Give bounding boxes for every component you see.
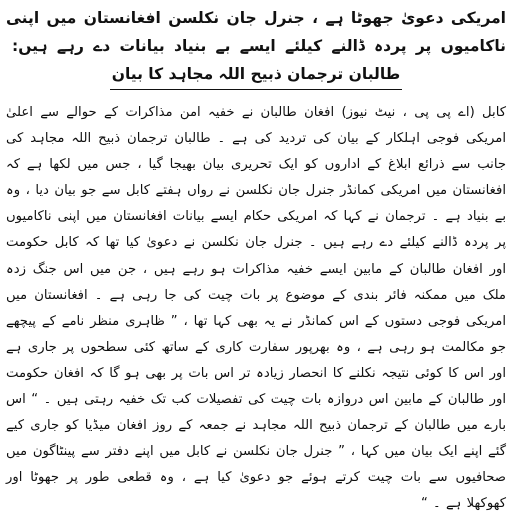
headline-block xyxy=(6,4,506,90)
headline: امریکی دعویٰ جھوٹا ہے ، جنرل جان نکلسن افغانستان میں اپنی ناکامیوں پر پردہ ڈالنے کیلئے ایسے بے بنیاد بیانات دے رہے ہیں: xyxy=(6,9,506,55)
subheadline: طالبان ترجمان ذبیح اللہ مجاہد کا بیان xyxy=(110,60,403,90)
article-body: کابل (اے پی پی ، نیٹ نیوز) افغان طالبان نے خفیہ امن مذاکرات کے حوالے سے اعلیٰ امریکی فوجی اہلکار کے بیان کی تردید کی ہے ۔ طالبان ترجمان ذبیح اللہ مجاہد کی جانب سے ذرائع ابلاغ کے اداروں کو ایک تحریری بیان بھیجا گیا ، جس میں لکھا ہے کہ افغانستان میں امریکی کمانڈر جنرل جان نکلسن نے رواں ہفتے کابل سے جو بیان دیا ، وہ بے بنیاد ہے ۔ ترجمان نے کہا کہ امریکی حکام ایسے بیانات افغانستان میں اپنی ناکامیوں پر پردہ ڈالنے کیلئے دے رہے ہیں ۔ جنرل جان نکلسن نے دعویٰ کیا تھا کہ کابل حکومت اور افغان طالبان کے مابین ایسے خفیہ مذاکرات ہو رہے ہیں ، جن میں اس جنگ زدہ ملک میں ممکنہ فائر بندی کے موضوع پر بات چیت کی جا رہی ہے ۔ افغانستان میں امریکی فوجی دستوں کے اس کمانڈر نے یہ بھی کہا تھا ، ” ظاہری منظر نامے کے پیچھے جو مکالمت ہو رہی ہے ، وہ بھرپور سفارت کاری کے ساتھ کئی سطحوں پر جاری ہے اور اس کا کوئی نتیجہ نکلنے کا انحصار زیادہ تر اس بات پر بھی ہو گا کہ افغان حکومت اور طالبان کے مابین اس دروازہ بات چیت کی تفصیلات کب تک خفیہ رہتی ہیں ۔ “ اس بارے میں طالبان کے ترجمان ذبیح اللہ مجاہد نے جمعہ کے روز افغان میڈیا کو جاری کیے گئے اپنے ایک بیان میں کہا ، ” جنرل جان نکلسن نے کابل میں اپنے دفتر سے پینٹاگون میں صحافیوں سے بات چیت کرتے ہوئے جو دعویٰ کیا ہے ، وہ قطعی طور پر جھوٹا اور کھوکھلا ہے ۔ “ xyxy=(6,105,506,512)
